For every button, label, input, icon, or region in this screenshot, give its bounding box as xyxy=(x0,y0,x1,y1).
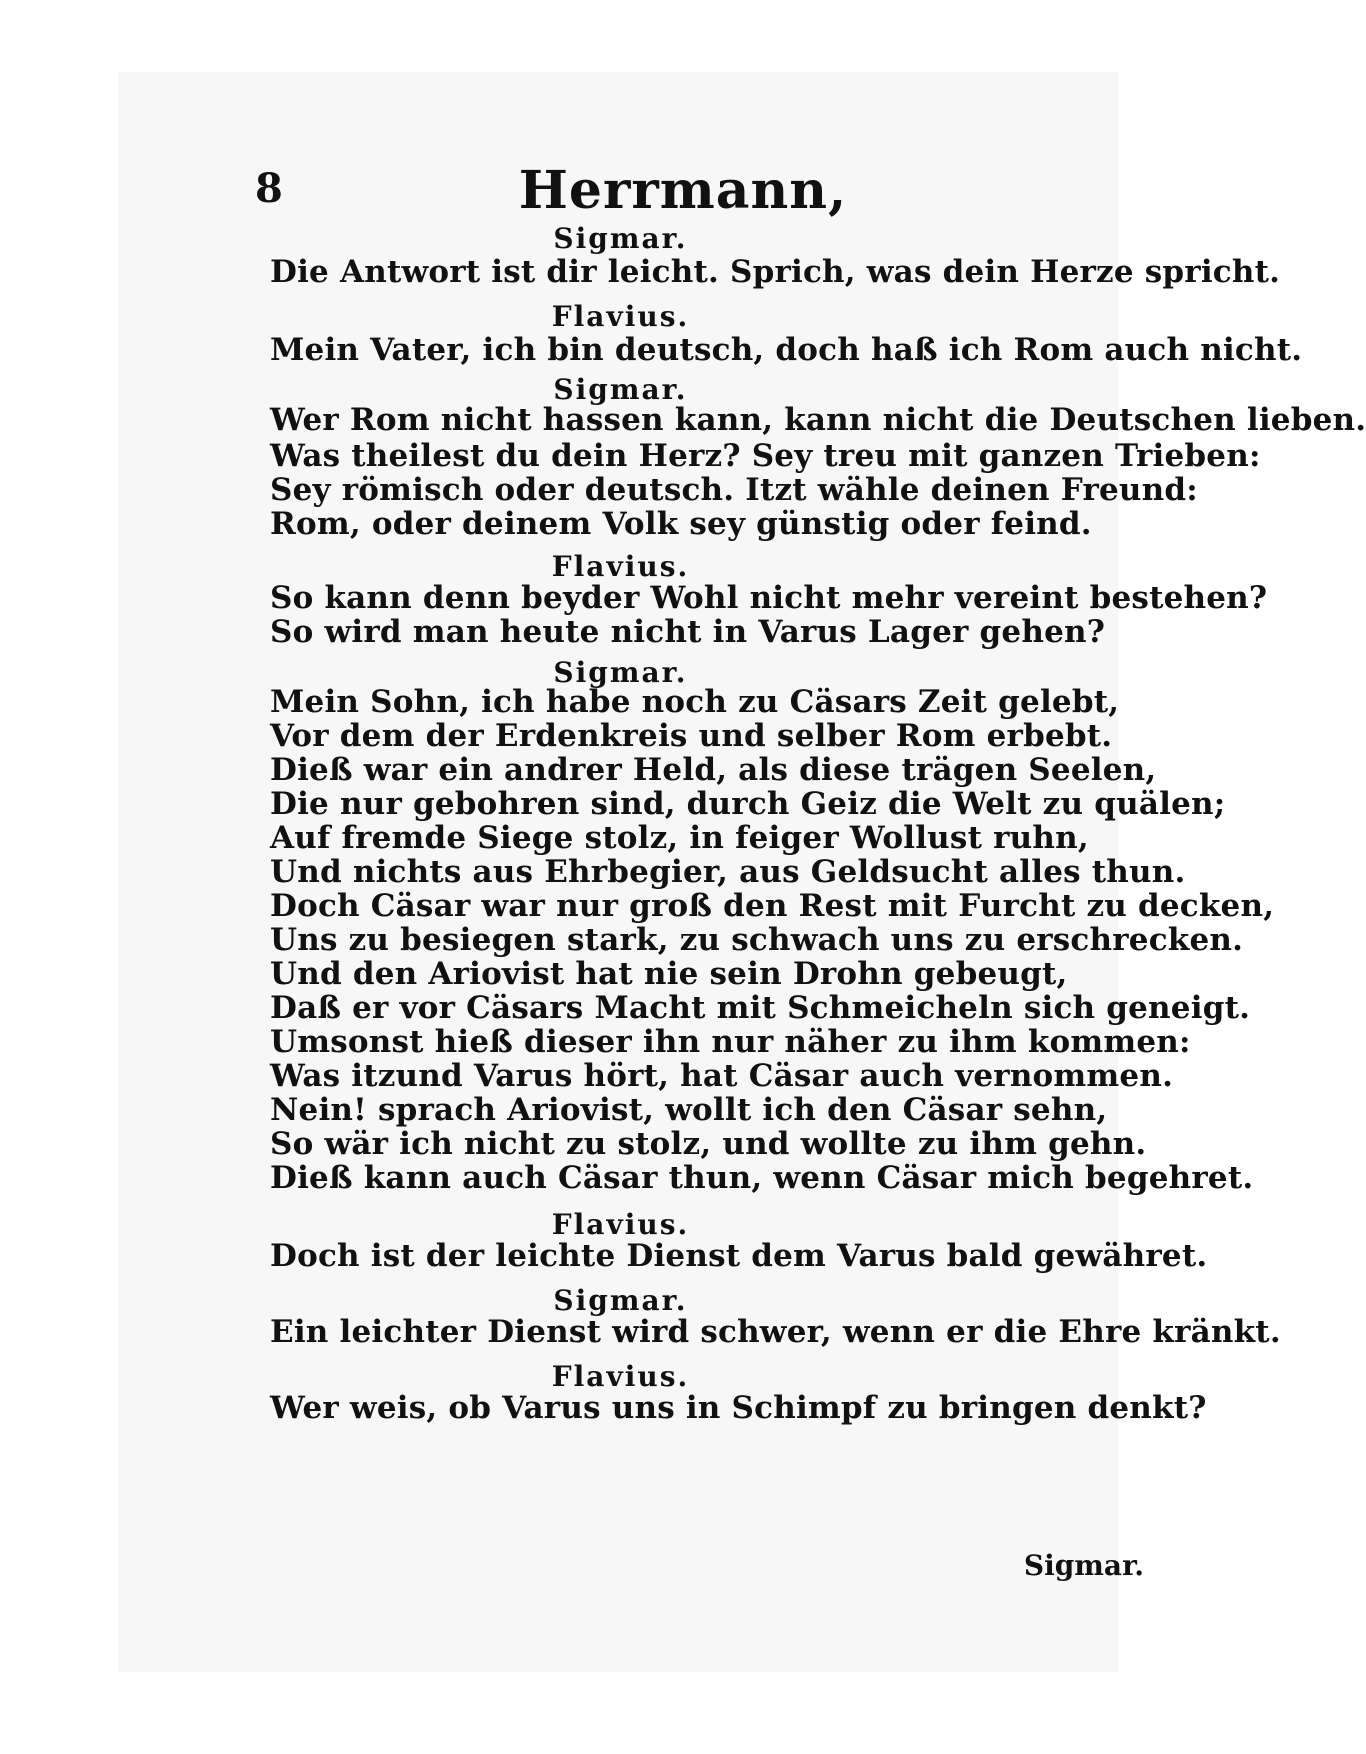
verse-line: Auf fremde Siege stolz, in feiger Wollust ruhn, xyxy=(270,820,1089,856)
speaker-label: Flavius. xyxy=(551,1360,690,1393)
verse-line: Wer Rom nicht hassen kann, kann nicht die Deutschen lieben. xyxy=(270,402,1366,438)
verse-line: Dieß kann auch Cäsar thun, wenn Cäsar mich begehret. xyxy=(270,1160,1254,1196)
verse-line: Rom, oder deinem Volk sey günstig oder feind. xyxy=(270,506,1092,542)
verse-line: Dieß war ein andrer Held, als diese trägen Seelen, xyxy=(270,752,1157,788)
verse-line: Doch Cäsar war nur groß den Rest mit Furcht zu decken, xyxy=(270,888,1275,924)
catchword: Sigmar. xyxy=(1023,1549,1144,1582)
speaker-label: Sigmar. xyxy=(553,373,688,406)
speaker-label: Sigmar. xyxy=(553,656,688,689)
speaker-label: Sigmar. xyxy=(553,222,688,255)
verse-line: Mein Sohn, ich habe noch zu Cäsars Zeit gelebt, xyxy=(270,684,1120,720)
verse-line: Wer weis, ob Varus uns in Schimpf zu bringen denkt? xyxy=(270,1390,1207,1426)
verse-line: Vor dem der Erdenkreis und selber Rom erbebt. xyxy=(270,718,1113,754)
verse-line: Doch ist der leichte Dienst dem Varus bald gewähret. xyxy=(270,1238,1208,1274)
speaker-label: Flavius. xyxy=(551,300,690,333)
speaker-label: Sigmar. xyxy=(553,1284,688,1317)
speaker-label: Flavius. xyxy=(551,550,690,583)
verse-line: Mein Vater, ich bin deutsch, doch haß ich Rom auch nicht. xyxy=(270,332,1303,368)
verse-line: Was itzund Varus hört, hat Cäsar auch vernommen. xyxy=(270,1058,1174,1094)
verse-line: Nein! sprach Ariovist, wollt ich den Cäsar sehn, xyxy=(270,1092,1108,1128)
speaker-label: Flavius. xyxy=(551,1208,690,1241)
verse-line: Die nur gebohren sind, durch Geiz die Welt zu quälen; xyxy=(270,786,1226,822)
verse-line: Was theilest du dein Herz? Sey treu mit ganzen Trieben: xyxy=(270,438,1261,474)
verse-line: So wär ich nicht zu stolz, und wollte zu ihm gehn. xyxy=(270,1126,1147,1162)
verse-line: Sey römisch oder deutsch. Itzt wähle deinen Freund: xyxy=(270,472,1198,508)
verse-line: Ein leichter Dienst wird schwer, wenn er die Ehre kränkt. xyxy=(270,1314,1281,1350)
verse-line: Daß er vor Cäsars Macht mit Schmeicheln sich geneigt. xyxy=(270,990,1251,1026)
verse-line: Und nichts aus Ehrbegier, aus Geldsucht alles thun. xyxy=(270,854,1186,890)
verse-line: Uns zu besiegen stark, zu schwach uns zu erschrecken. xyxy=(270,922,1244,958)
verse-line: Umsonst hieß dieser ihn nur näher zu ihm kommen: xyxy=(270,1024,1191,1060)
verse-line: So kann denn beyder Wohl nicht mehr vereint bestehen? xyxy=(270,580,1268,616)
verse-line: So wird man heute nicht in Varus Lager gehen? xyxy=(270,614,1106,650)
verse-line: Die Antwort ist dir leicht. Sprich, was dein Herze spricht. xyxy=(270,254,1281,290)
verse-line: Und den Ariovist hat nie sein Drohn gebeugt, xyxy=(270,956,1068,992)
running-title: Herrmann, xyxy=(518,160,848,221)
page-number: 8 xyxy=(255,165,283,212)
